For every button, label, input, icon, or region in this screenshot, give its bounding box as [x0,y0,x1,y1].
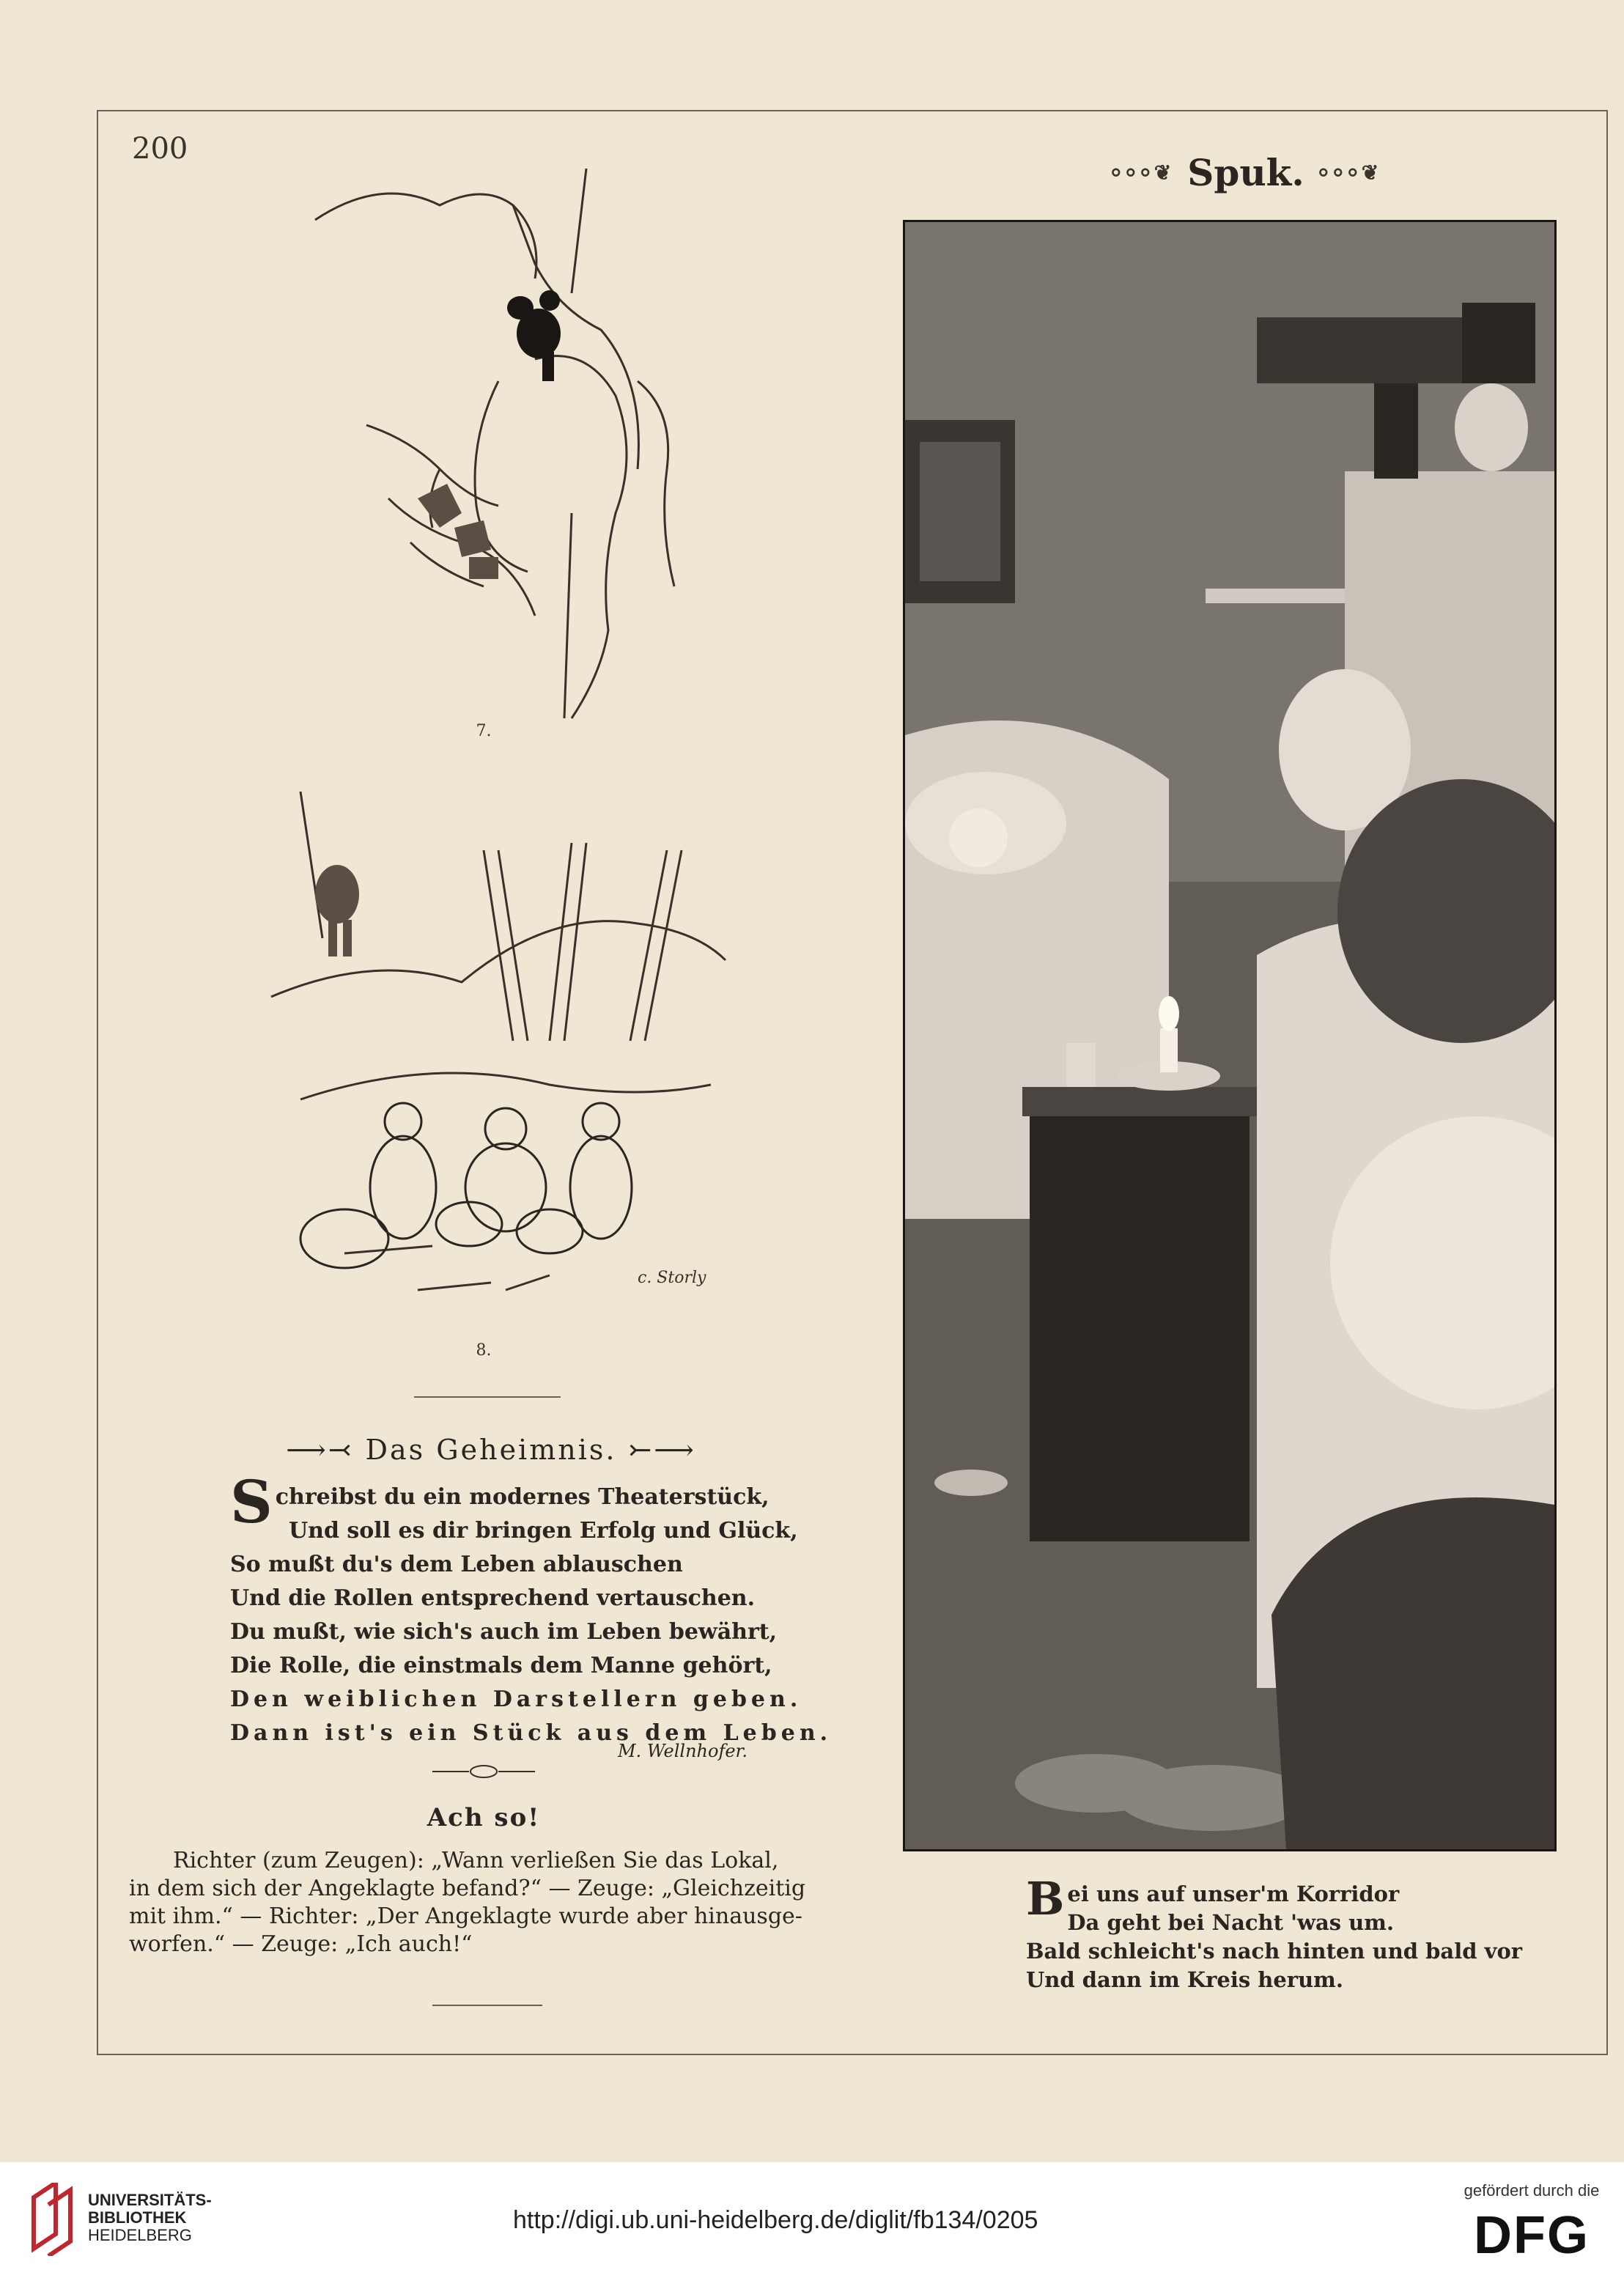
anecdote-line: worfen.“ — Zeuge: „Ich auch!“ [129,1931,473,1957]
header-title: Spuk. [1187,150,1304,194]
spuk-illustration-drawing [905,222,1554,1849]
spuk-illustration [903,220,1557,1851]
poem-line: Dann ist's ein Stück aus dem Leben. [230,1720,833,1746]
figure-7-label: 7. [476,722,492,740]
poem-line: Du mußt, wie sich's auch im Leben bewährt, [230,1619,778,1645]
anecdote-line: in dem sich der Angeklagte befand?“ — Zeuge: „Gleichzeitig [129,1876,806,1901]
verse-drop-cap: B [1026,1872,1065,1925]
anecdote-title: Ach so! [427,1803,541,1832]
poem-drop-cap: S [230,1467,273,1536]
header-ornament-left: ⸰⸰⸰❦ [1110,161,1175,185]
spuk-verse [1026,1872,1539,1994]
section-flourish [432,1763,535,1780]
illustrator-signature: c. Storly [638,1269,706,1287]
poem-line: chreibst du ein modernes Theaterstück, [275,1484,769,1510]
verse-line: Bald schleicht's nach hinten und bald vor [1026,1939,1523,1964]
anecdote-line: mit ihm.“ — Richter: „Der Angeklagte wurde aber hinausge- [129,1903,802,1929]
illustration-8 [256,777,740,1312]
separator-line [414,1396,561,1398]
anecdote-body [129,1847,847,1958]
poem-line: Die Rolle, die einstmals dem Manne gehört, [230,1653,772,1678]
poem-title-ornament-right: ⤚⟶ [628,1434,696,1466]
source-url-link[interactable]: http://digi.ub.uni-heidelberg.de/diglit/fb134/0205 [513,2206,1038,2234]
poem-title-ornament-left: ⟶⤙ [286,1434,354,1466]
separator-line-bottom [432,2005,542,2006]
digitization-footer [0,2162,1624,2278]
page-header [1085,147,1407,198]
poem-title: Das Geheimnis. [365,1434,617,1466]
header-ornament-right: ⸰⸰⸰❦ [1317,161,1382,185]
library-name-line-1: UNIVERSITÄTS- [88,2191,212,2209]
poem-line: So mußt du's dem Leben ablauschen [230,1552,683,1577]
illustration-7-drawing [293,161,733,726]
university-library-logo-icon [26,2183,78,2256]
verse-line: Da geht bei Nacht 'was um. [1067,1910,1395,1935]
poem-line: Den weiblichen Darstellern geben. [230,1687,802,1712]
poem-body [230,1467,833,1750]
illustration-7 [293,161,733,726]
flourish-ornament [432,1763,535,1780]
poem-line: Und die Rollen entsprechend vertauschen. [230,1585,756,1611]
library-name-line-3: HEIDELBERG [88,2226,192,2244]
university-library-name [88,2192,212,2244]
poem-line: Und soll es dir bringen Erfolg und Glück, [289,1518,798,1544]
poem-title-row [271,1429,711,1470]
page-number: 200 [132,132,188,166]
funding-caption: gefördert durch die [1464,2181,1600,2200]
dfg-logo: DFG [1474,2206,1590,2265]
anecdote-line: Richter (zum Zeugen): „Wann verließen Sie das Lokal, [173,1848,779,1873]
poem-author: M. Wellnhofer. [617,1741,748,1761]
figure-8-label: 8. [476,1341,492,1360]
verse-line: ei uns auf unser'm Korridor [1067,1881,1400,1906]
verse-line: Und dann im Kreis herum. [1026,1967,1343,1992]
illustration-8-drawing [256,777,740,1312]
library-name-line-2: BIBLIOTHEK [88,2208,187,2227]
